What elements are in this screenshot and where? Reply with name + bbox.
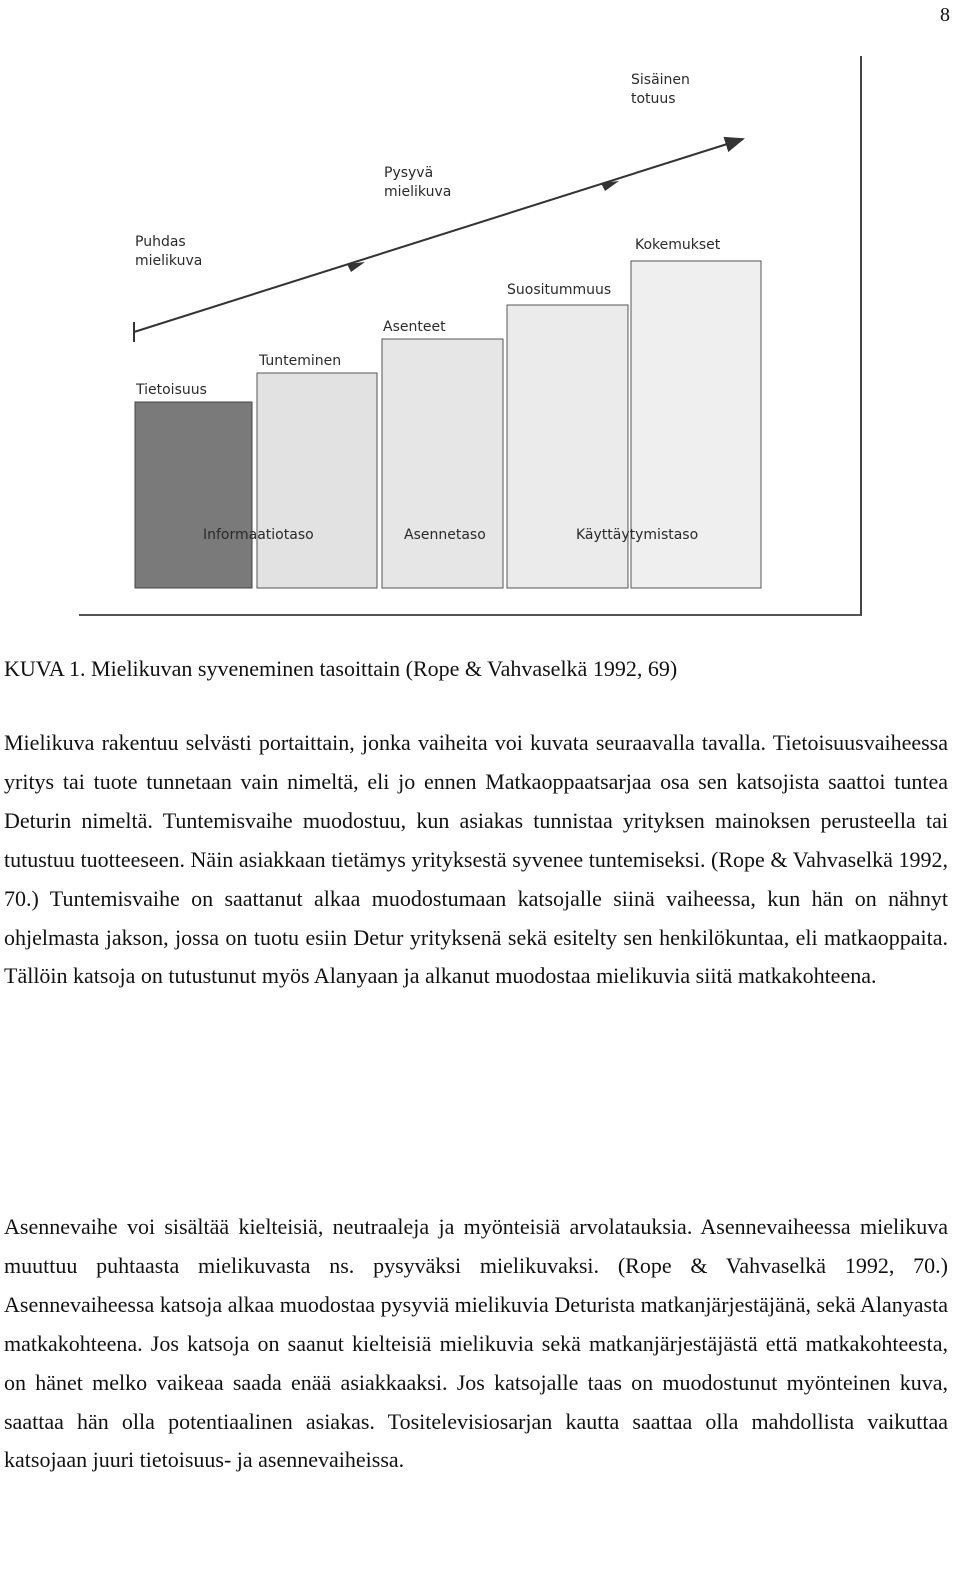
bar-label-tietoisuus: Tietoisuus	[136, 382, 207, 398]
level-label-informaatiotaso: Informaatiotaso	[203, 527, 314, 543]
arrow-label-pysyva-mielikuva: Pysyvä mielikuva	[384, 165, 452, 200]
bar-tunteminen	[257, 373, 377, 588]
arrow-label-sisainen-totuus: Sisäinen totuus	[631, 72, 690, 107]
bar-tietoisuus	[135, 402, 252, 588]
page-number: 8	[940, 4, 950, 26]
level-label-kayttaytymistaso: Käyttäytymistaso	[576, 527, 699, 543]
bar-label-kokemukset: Kokemukset	[635, 237, 721, 253]
body-paragraph-1: Mielikuva rakentuu selvästi portaittain, jonka vaiheita voi kuvata seuraavalla tavalla. Tietoisuusvaiheessa yritys tai tuote tunnetaan vain nimeltä, eli jo ennen Matkaoppaatsarjaa osa sen katsojista saattoi tuntea Deturin nimeltä. Tuntemisvaihe muodostuu, kun asiakas tunnistaa yrityksen mainoksen perusteella tai tutustuu tuotteeseen. Näin asiakkaan tietämys yrityksestä syvenee tuntemiseksi. (Rope & Vahvaselkä 1992, 70.) Tuntemisvaihe on saattanut alkaa muodostumaan katsojalle siinä vaiheessa, kun hän on nähnyt ohjelmasta jakson, jossa on tuotu esiin Detur yrityksenä sekä esitelty sen henkilökuntaa, eli matkaoppaita. Tällöin katsoja on tutustunut myös Alanyaan ja alkanut muodostaa mielikuvia siitä matkakohteena.	[4, 730, 948, 989]
level-label-asennetaso: Asennetaso	[404, 527, 486, 543]
bar-asenteet	[382, 339, 503, 588]
staircase-figure	[79, 56, 862, 616]
bar-suositummuus	[507, 305, 628, 588]
bar-label-suositummuus: Suositummuus	[507, 282, 612, 298]
arrow-label-puhdas-mielikuva: Puhdas mielikuva	[135, 234, 203, 269]
staircase-diagram	[79, 56, 860, 614]
figure-caption: KUVA 1. Mielikuvan syveneminen tasoittain (Rope & Vahvaselkä 1992, 69)	[4, 656, 678, 681]
bar-label-asenteet: Asenteet	[383, 319, 446, 335]
body-paragraph-2: Asennevaihe voi sisältää kielteisiä, neutraaleja ja myönteisiä arvolatauksia. Asennevaiheessa mielikuva muuttuu puhtaasta mielikuvasta ns. pysyväksi mielikuvaksi. (Rope & Vahvaselkä 1992, 70.) Asennevaiheessa katsoja alkaa muodostaa pysyviä mielikuvia Deturista matkanjärjestäjänä, sekä Alanyasta matkakohteena. Jos katsoja on saanut kielteisiä mielikuvia sekä matkanjärjestäjästä että matkakohteesta, on hänet melko vaikeaa saada enää asiakkaaksi. Jos katsojalle taas on muodostunut myönteinen kuva, saattaa hän olla potentiaalinen asiakas. Tositelevisiosarjan kautta saattaa olla mahdollista vaikuttaa katsojaan juuri tietoisuus- ja asennevaiheissa.	[4, 1214, 948, 1473]
bar-label-tunteminen: Tunteminen	[259, 353, 342, 369]
